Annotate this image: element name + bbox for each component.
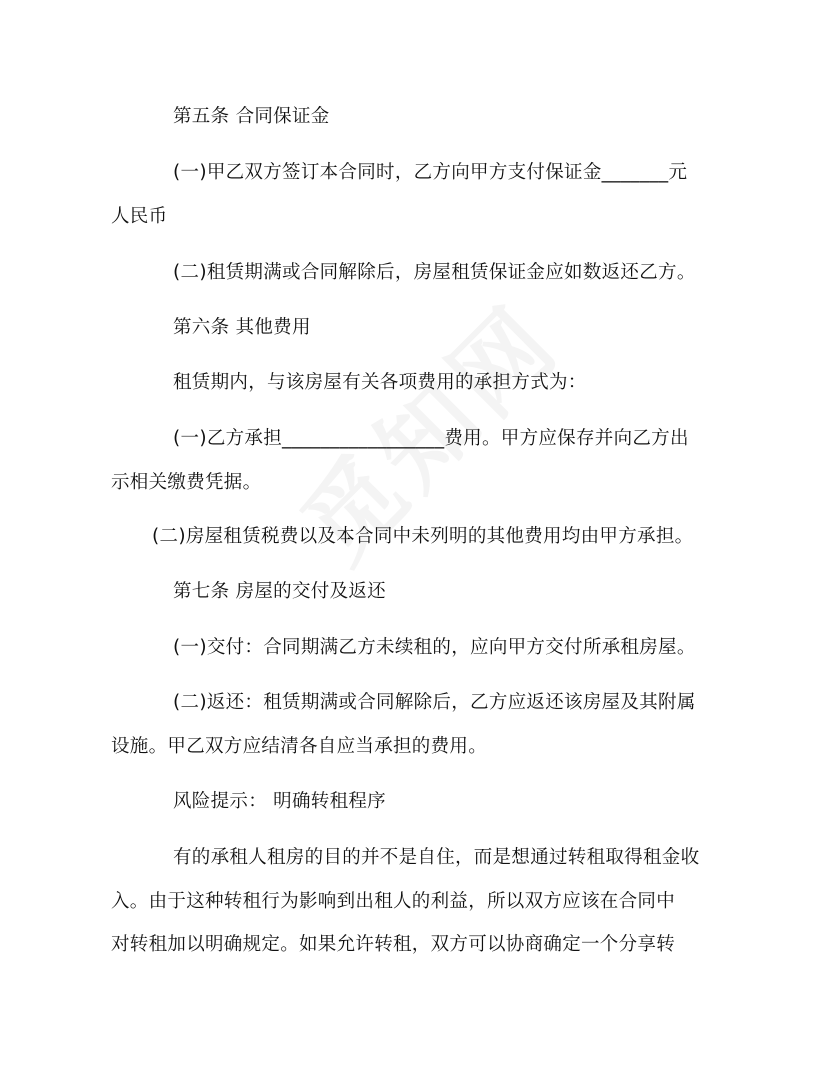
article-7-heading: 第七条 房屋的交付及返还 xyxy=(173,581,386,602)
article-7-clause-2: (二)返还：租赁期满或合同解除后，乙方应返还该房屋及其附属 xyxy=(173,692,696,713)
article-6-clause-1: (一)乙方承担_________________费用。甲方应保存并向乙方出 xyxy=(173,428,689,449)
article-6-clause-1-cont: 示相关缴费凭据。 xyxy=(111,472,262,493)
article-6-clause-2: (二)房屋租赁税费以及本合同中未列明的其他费用均由甲方承担。 xyxy=(152,526,694,547)
risk-tip-para-line-3: 对转租加以明确规定。如果允许转租，双方可以协商确定一个分享转 xyxy=(111,934,676,955)
article-5-clause-1: (一)甲乙双方签订本合同时，乙方向甲方支付保证金_______元 xyxy=(173,162,688,183)
risk-tip-para-line-1: 有的承租人租房的目的并不是自住，而是想通过转租取得租金收 xyxy=(173,847,700,868)
article-5-clause-1-cont: 人民币 xyxy=(111,206,168,227)
risk-tip-heading: 风险提示： 明确转租程序 xyxy=(173,791,386,812)
article-7-clause-2-cont: 设施。甲乙双方应结清各自应当承担的费用。 xyxy=(111,736,488,757)
risk-tip-para-line-2: 入。由于这种转租行为影响到出租人的利益，所以双方应该在合同中 xyxy=(111,891,676,912)
article-5-clause-2: (二)租赁期满或合同解除后，房屋租赁保证金应如数返还乙方。 xyxy=(173,262,696,283)
article-7-clause-1: (一)交付：合同期满乙方未续租的，应向甲方交付所承租房屋。 xyxy=(173,637,696,658)
article-5-heading: 第五条 合同保证金 xyxy=(173,106,330,127)
article-6-heading: 第六条 其他费用 xyxy=(173,317,311,338)
article-6-intro: 租赁期内，与该房屋有关各项费用的承担方式为： xyxy=(173,372,587,393)
